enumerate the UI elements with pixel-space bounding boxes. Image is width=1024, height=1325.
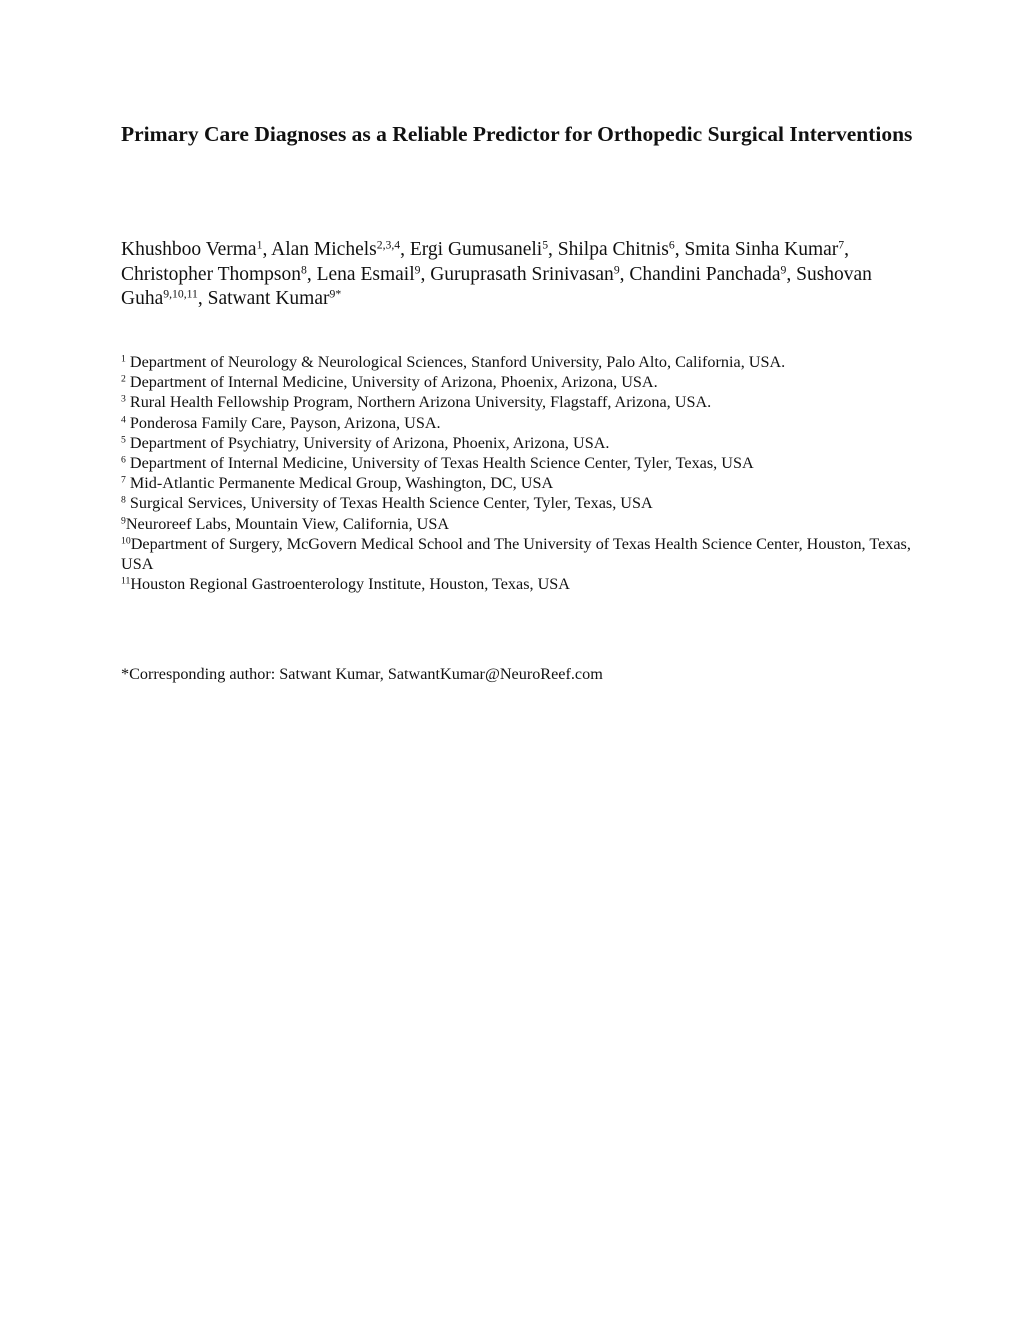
affiliation-item: [121, 372, 911, 392]
affiliation-text: Surgical Services, University of Texas Health Science Center, Tyler, Texas, USA: [129, 494, 653, 513]
affiliation-item: [121, 413, 911, 433]
affiliation-item: [121, 493, 911, 513]
author-name: Ergi Gumusaneli: [409, 239, 543, 260]
author: [317, 264, 421, 285]
affiliation-number: 8: [121, 495, 126, 507]
affiliation-text: Rural Health Fellowship Program, Northern Arizona University, Flagstaff, Arizona, USA.: [129, 393, 712, 412]
affiliation-number: 3: [121, 394, 126, 406]
affiliation-number: 9: [121, 515, 126, 527]
author: [684, 239, 844, 260]
author-list: Khushboo Verma$^1$, Alan Michels$^{2,3,4}$, Ergi Gumusaneli$^5$, Shilpa Chitnis$^6$, Smita Sinha Kumar$^7$, Christopher Thompson$^8$, Lena Esmail$^9$, Guruprasath Srinivasan$^9$, Chandini Panchada$^9$, Sushovan Guha$^{9,10,11}$, Satwant Kumar$^{9*}$: [121, 238, 872, 309]
author-name: Guruprasath Srinivasan: [430, 263, 614, 285]
affiliation-text: Neuroreef Labs, Mountain View, California, USA: [125, 514, 450, 533]
author-name: Alan Michels: [271, 239, 377, 260]
affiliation-item: [121, 352, 911, 372]
author: [208, 288, 342, 309]
author-affiliation-marker: 9,10,11: [163, 287, 198, 301]
author-affiliation-marker: 2,3,4: [376, 238, 401, 252]
affiliation-item: [121, 534, 911, 574]
author-affiliation-marker: 9: [414, 263, 421, 277]
author-name: Lena Esmail: [316, 263, 415, 285]
affiliation-number: 4: [121, 414, 126, 426]
affiliation-list: [121, 352, 911, 594]
author-name: Sushovan Guha: [121, 263, 872, 309]
author-affiliation-marker: 6: [668, 238, 675, 252]
affiliation-number: 1: [121, 353, 126, 365]
affiliation-text: Ponderosa Family Care, Payson, Arizona, USA.: [129, 413, 441, 432]
author-affiliation-marker: 5: [542, 238, 549, 252]
author-affiliation-marker: 9: [613, 263, 620, 277]
affiliation-number: 7: [121, 474, 126, 486]
affiliation-item: [121, 574, 911, 594]
author: [121, 239, 262, 260]
author: [558, 239, 675, 260]
author-name: Chandini Panchada: [629, 263, 781, 285]
affiliation-text: Department of Psychiatry, University of Arizona, Phoenix, Arizona, USA.: [129, 433, 610, 452]
corresponding-author: *Corresponding author: Satwant Kumar, SatwantKumar@NeuroReef.com: [121, 665, 603, 683]
affiliation-number: 5: [121, 434, 126, 446]
author: [121, 264, 307, 285]
author: [430, 264, 619, 285]
author: [629, 264, 786, 285]
affiliation-number: 11: [121, 575, 131, 587]
affiliation-text: Department of Neurology & Neurological Sciences, Stanford University, Palo Alto, California, USA.: [129, 353, 786, 371]
affiliation-number: 6: [121, 454, 126, 466]
affiliation-item: [121, 514, 911, 534]
author-name: Satwant Kumar: [207, 288, 330, 309]
author-affiliation-marker: 7: [838, 238, 845, 252]
author-affiliation-marker: 8: [301, 263, 307, 277]
author-affiliation-marker: 1: [256, 238, 263, 252]
affiliation-item: [121, 433, 911, 453]
author-name: Khushboo Verma: [121, 239, 257, 260]
author: [271, 239, 400, 260]
author-name: Christopher Thompson: [121, 263, 302, 285]
author-name: Shilpa Chitnis: [557, 239, 669, 260]
author-affiliation-marker: 9*: [329, 287, 342, 301]
affiliation-text: Department of Internal Medicine, University of Texas Health Science Center, Tyler, Texas, USA: [129, 454, 754, 473]
affiliation-text: Houston Regional Gastroenterology Institute, Houston, Texas, USA: [130, 575, 570, 594]
affiliation-item: [121, 392, 911, 412]
paper-title: Primary Care Diagnoses as a Reliable Predictor for Orthopedic Surgical Interventions: [121, 122, 913, 146]
affiliation-item: [121, 453, 911, 473]
author-affiliation-marker: 9: [780, 263, 787, 277]
affiliation-text: Department of Internal Medicine, University of Arizona, Phoenix, Arizona, USA.: [129, 373, 658, 392]
author-name: Smita Sinha Kumar: [684, 239, 839, 260]
affiliation-text: Mid-Atlantic Permanente Medical Group, Washington, DC, USA: [129, 474, 554, 493]
affiliation-text: Department of Surgery, McGovern Medical School and The University of Texas Health Science Center, Houston, Texas, USA: [121, 534, 911, 574]
affiliation-number: 10: [121, 535, 131, 547]
affiliation-number: 2: [121, 373, 126, 385]
author: [410, 239, 548, 260]
affiliation-item: [121, 473, 911, 493]
